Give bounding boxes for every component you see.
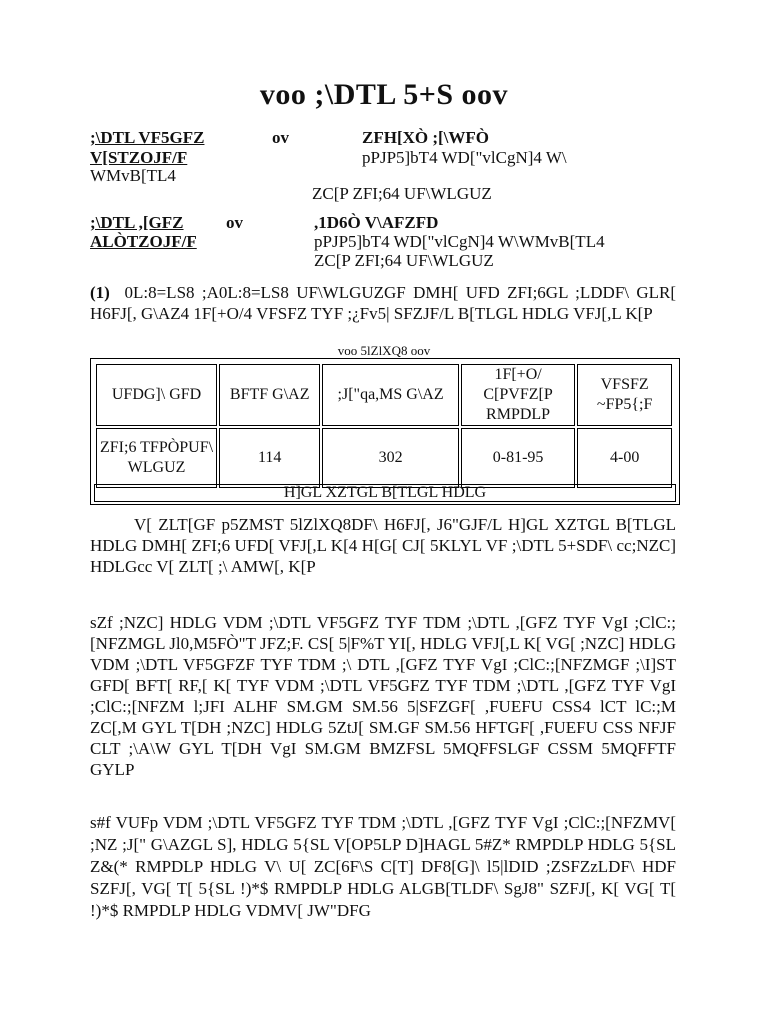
party2-right-line2: pPJP5]bT4 WD["vlCgN]4 W\WMvB[TL4 (314, 232, 605, 251)
land-details-table (90, 358, 680, 505)
table-footer: H]GL XZTGL B[TLGL HDLG (94, 484, 676, 502)
party2-name: ;\DTL ,[GFZ (90, 213, 184, 232)
table-header-cell: VFSFZ ~FP5{;F (577, 364, 672, 426)
table-header-cell: BFTF G\AZ (219, 364, 320, 426)
party1-role: V[STZOJF/F (90, 148, 188, 167)
document-title: voo ;\DTL 5+S oov (259, 78, 509, 111)
table-cell: 302 (322, 428, 458, 488)
party1-right-line2: pPJP5]bT4 WD["vlCgN]4 W\ (362, 148, 567, 167)
paragraph-2: V[ ZLT[GF p5ZMST 5lZlXQ8DF\ H6FJ[, J6"GJF/L H]GL XZTGL B[TLGL HDLG DMH[ ZFI;6 UFD[ VFJ[,L K[4 H[G[ CJ[ 5KLYL VF ;\DTL 5+SDF\ cc;NZC] HDLGcc V[ ZLT[ ;\ AMW[, K[P (90, 515, 676, 576)
party1-line3: WMvB[TL4 (90, 166, 176, 185)
party1-name: ;\DTL VF5GFZ (90, 128, 205, 147)
table-header-cell: ;J["qa,MS G\AZ (322, 364, 458, 426)
table-cell: 0-81-95 (461, 428, 575, 488)
table-header-cell: UFDG]\ GFD (96, 364, 217, 426)
table-row (96, 428, 672, 488)
party2-right-name: ,1D6Ò V\AFZFD (314, 213, 439, 232)
table-caption: voo 5lZlXQ8 oov (337, 343, 431, 358)
table-cell: 4-00 (577, 428, 672, 488)
party2-ov: ov (226, 213, 243, 232)
party2-address: ZC[P ZFI;64 UF\WLGUZ (314, 251, 494, 270)
table-header-cell: 1F[+O/ C[PVFZ[P RMPDLP (461, 364, 575, 426)
table-cell: ZFI;6 TFPÒPUF\ WLGUZ (96, 428, 217, 488)
paragraph-3: sZf ;NZC] HDLG VDM ;\DTL VF5GFZ TYF TDM ;\DTL ,[GFZ TYF VgI ;ClC:;[NFZMGL Jl0,M5FÒ"T JFZ;F. CS[ 5|F%T YI[, HDLG VFJ[,L K[ VG[ ;NZC] HDLG VDM ;\DTL VF5GFZF TYF TDM ;\ DTL ,[GFZ TYF VgI ;ClC:;[NFZMGF ;\I]ST GFD[ BFT[ RF,[ K[ TYF VDM ;\DTL VF5GFZ TYF TDM ;\DTL ,[GFZ TYF VgI ;ClC:;[NFZM l;JFI ALHF SM.GM SM.56 5|SFZGF[ ,FUEFU CSS4 lCT lC:;M ZC[,M GYL T[DH ;NZC] HDLG 5ZtJ[ SM.GF SM.56 HFTGF[ ,FUEFU CSS NFJF CLT ;\A\W GYL T[DH VgI SM.GM BMZFSL 5MQFFSLGF CSSM 5MQFFTF GYLP (90, 613, 676, 779)
party1-right-name: ZFH[XÒ ;[\WFÒ (362, 128, 490, 147)
party2-role: ALÒTZOJF/F (90, 232, 197, 251)
party1-address: ZC[P ZFI;64 UF\WLGUZ (312, 184, 492, 203)
paragraph-4: s#f VUFp VDM ;\DTL VF5GFZ TYF TDM ;\DTL ,[GFZ TYF VgI ;ClC:;[NFZMV[ ;NZ ;J[" G\AZGL S], HDLG 5{SL V[OP5LP D]HAGL 5#Z* RMPDLP HDLG 5{SL Z&(* RMPDLP HDLG V\ U[ ZC[6F\S C[T] DF8[G]\ l5|lDID ;ZSFZzLDF\ HDF SZFJ[, VG[ T[ 5{SL !)*$ RMPDLP HDLG ALGB[TLDF\ SgJ8" SZFJ[, K[ VG[ T[ !)*$ RMPDLP HDLG VDMV[ JW"DFG (90, 813, 676, 920)
paragraph-1 (90, 282, 676, 324)
table-header-row (96, 364, 672, 426)
paragraph-1-text: 0L:8=LS8 ;A0L:8=LS8 UF\WLGUZGF DMH[ UFD ZFI;6GL ;LDDF\ GLR[ H6FJ[, G\AZ4 1F[+O/4 VFSFZ TYF ;¿Fv5| SFZJF/L B[TLGL HDLG VFJ[,L K[P (90, 283, 676, 323)
paragraph-1-number: (1) (90, 283, 110, 302)
party1-ov: ov (272, 128, 289, 147)
table-cell: 114 (219, 428, 320, 488)
